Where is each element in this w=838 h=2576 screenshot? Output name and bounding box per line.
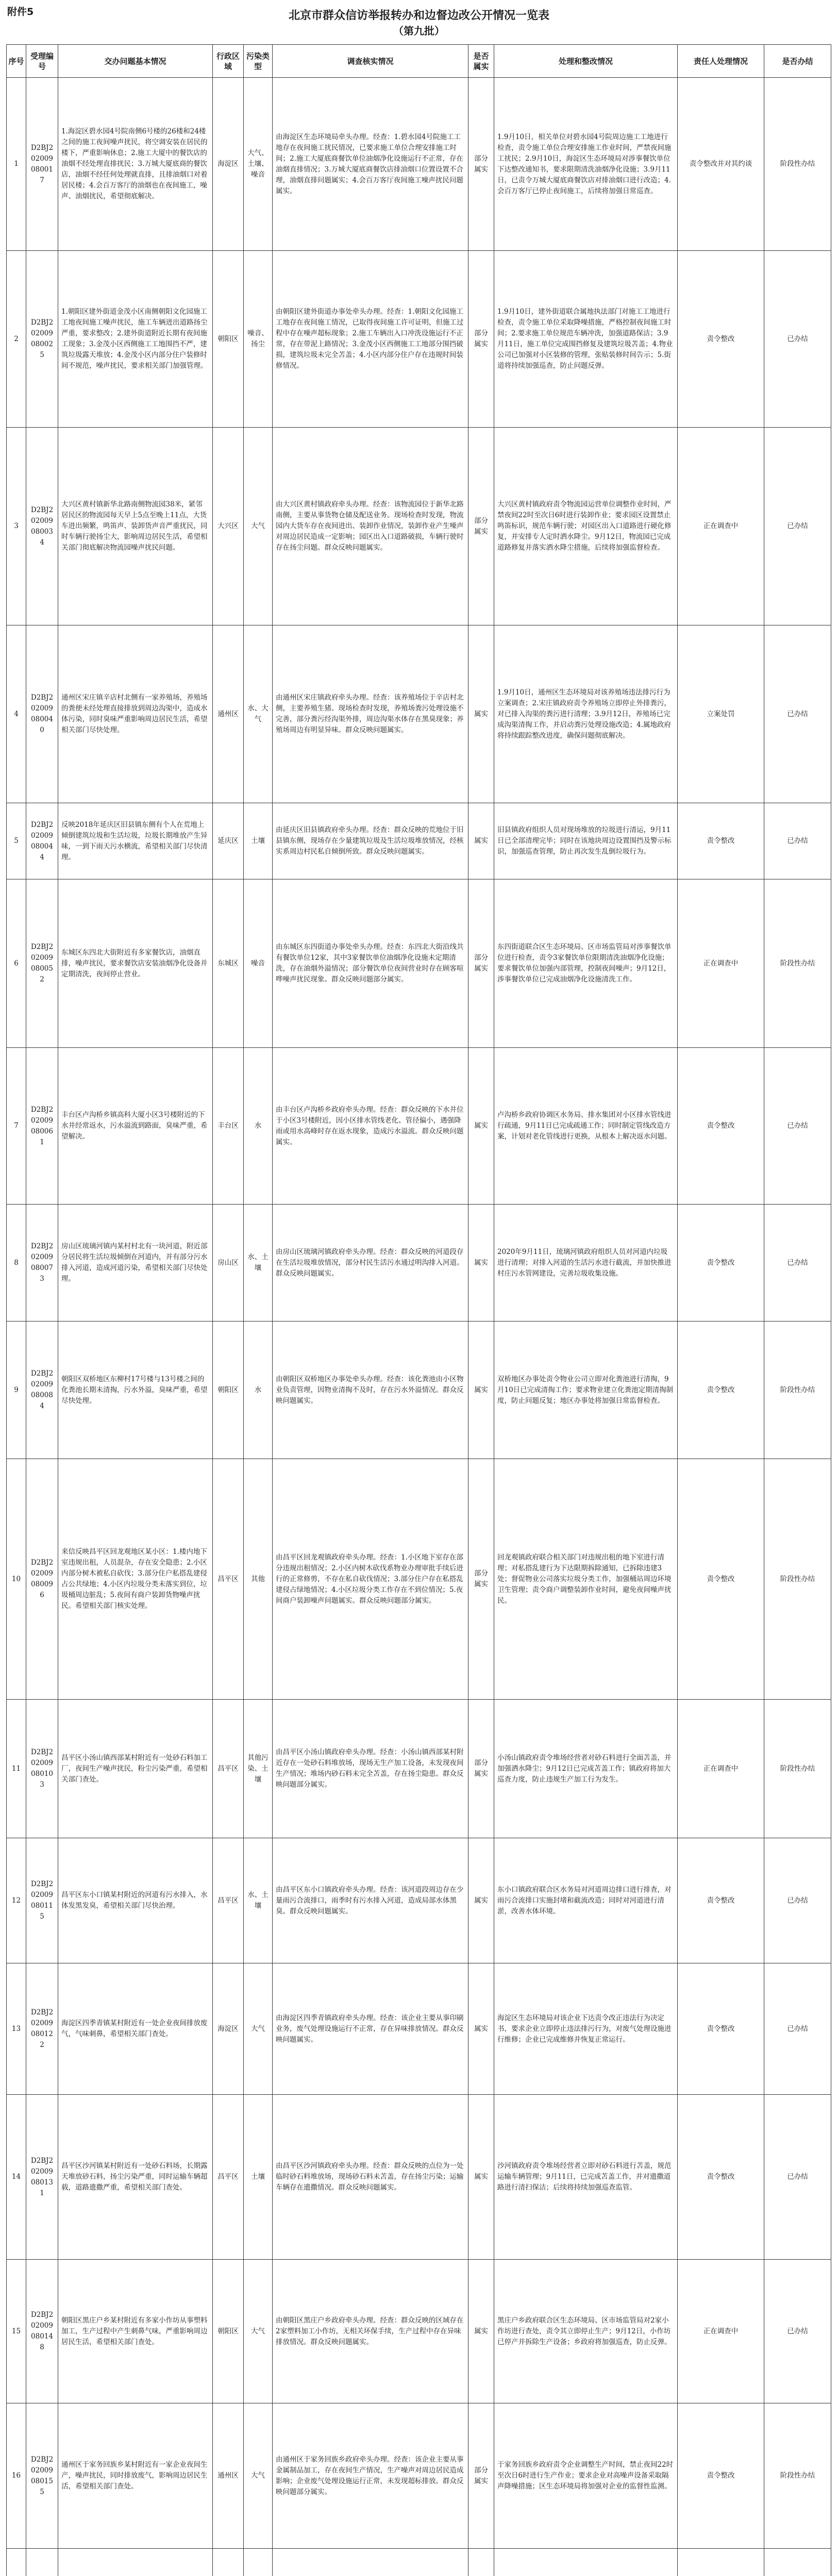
cell-rectification-action: 于家务回族乡政府责令企业调整生产时间，禁止夜间22时至次日6时进行生产作业；要求企业对高噪声设备采取隔声降噪措施；区生态环境局将加强对企业的监督性监测。 (494, 2403, 678, 2549)
cell-completion-status: 已办结 (764, 2260, 831, 2403)
cell-issue-description: 朝阳区黑庄户乡某村附近有多家小作坊从事塑料加工，生产过程中产生刺鼻气味，严重影响周边居民生活，希望相关部门查处。 (58, 2260, 213, 2403)
col-header-district: 行政区域 (213, 45, 244, 78)
cell-completion-status: 已办结 (764, 803, 831, 879)
table-row (7, 428, 831, 625)
cell-rectification-action: 回龙观镇政府联合相关部门对违规出租的地下室进行清理；对私搭乱建行为下达限期拆除通知，已拆除违建3处；督促物业公司落实垃圾分类工作，加强桶站周边环境卫生管理；责令商户调整装卸作业时间，避免夜间噪声扰民。 (494, 1459, 678, 1700)
cell-responsible-handling: 正在调查中 (678, 428, 764, 625)
cell-row-index: 11 (7, 1700, 26, 1838)
cell-rectification-action: 小汤山镇政府责令堆场经营者对砂石料进行全面苫盖，并加强洒水降尘；9月12日已完成苫盖工作；镇政府将加大巡查力度，防止违规生产加工行为发生。 (494, 1700, 678, 1838)
cell-responsible-handling: 立案处罚 (678, 625, 764, 803)
cell-district: 昌平区 (213, 1700, 244, 1838)
cell-district: 海淀区 (213, 1963, 244, 2095)
cell-responsible-handling: 责令整改 (678, 1459, 764, 1700)
cell-survey-findings: 由朝阳区建外街道办事处牵头办理。经查：1.朝阳文化园施工工地存在夜间施工情况，已取得夜间施工许可证明，但施工过程中存在噪声超标现象；2.施工车辆出入口冲洗设施运行不正常，存在带泥上路情况；3.金茂小区西侧施工工地部分围挡破损，建筑垃圾未完全苫盖；4.小区内部分住户存在违规时间装修情况。 (273, 251, 468, 428)
cell-responsible-handling: 责令整改并对其约谈 (678, 78, 764, 251)
cell-verified-status: 部分属实 (468, 251, 494, 428)
cell-rectification-action: 1.9月10日，相关单位对碧水园4号院周边施工工地进行检查，责令施工单位合理安排施工作业时间，严禁夜间施工扰民；2.9月10日，海淀区生态环境局对涉事餐饮单位下达整改通知书，要求限期清洗油烟净化设施；3.9月11日，已责令万城大厦底商餐饮店对排油烟口进行改造；4.会百万客厅已停止夜间施工，后续将加强日常巡查。 (494, 78, 678, 251)
cell-verified-status: 属实 (468, 1963, 494, 2095)
col-header-index: 序号 (7, 45, 26, 78)
cell-issue-description: 大兴区黄村镇新华北路南侧物流园38米，紧邻居民区的物流园每天早上5点至晚上11点，大货车进出频繁，鸣笛声、装卸货声音严重扰民，同时车辆行驶扬尘大，影响周边居民生活，希望相关部门彻底解决物流园噪声扰民问题。 (58, 428, 213, 625)
cell-issue-description: 通州区宋庄镇辛店村北侧有一家养殖场，养殖场的粪便未经处理直接排放到周边沟渠中，造成水体污染，同时臭味严重影响周边居民生活，希望相关部门尽快处理。 (58, 625, 213, 803)
table-header-row (7, 45, 831, 78)
col-header-pollution-type: 污染类型 (244, 45, 273, 78)
cell-rectification-action: 东四街道联合区生态环境局、区市场监管局对涉事餐饮单位进行检查，责令3家餐饮单位限期清洗油烟净化设施；要求餐饮单位加强内部管理，控制夜间噪声；9月12日，涉事餐饮单位已完成油烟净化设施清洗工作。 (494, 879, 678, 1048)
table-row (7, 1459, 831, 1700)
cell-receipt-code: D2BJ202009080103 (26, 1700, 58, 1838)
cell-pollution-type: 水、大气 (244, 625, 273, 803)
cell-district: 昌平区 (213, 2095, 244, 2260)
cell-issue-description: 反映2018年延庆区旧县镇东侧有个人在荒地上倾倒建筑垃圾和生活垃圾，垃圾长期堆放产生异味，一到下雨天污水横流，希望相关部门尽快清理。 (58, 803, 213, 879)
cell-rectification-action: 2020年9月11日，琉璃河镇政府组织人员对河道内垃圾进行清理；对排入河道的生活污水进行截流，并加快推进村庄污水管网建设，完善垃圾收集设施。 (494, 1205, 678, 1321)
cell-verified-status: 部分属实 (468, 428, 494, 625)
cell-completion-status: 已办结 (764, 1048, 831, 1205)
table-row (7, 1205, 831, 1321)
cell-receipt-code: D2BJ202009080084 (26, 1321, 58, 1459)
cell-district: 大兴区 (213, 428, 244, 625)
cell-rectification-action: 黑庄户乡政府联合区生态环境局、区市场监管局对2家小作坊进行查处，责令其立即停止生产；9月12日，小作坊已停产并拆除生产设备；乡政府将加强巡查，防止反弹。 (494, 2260, 678, 2403)
cell-pollution-type: 土壤 (244, 803, 273, 879)
cell-row-index: 10 (7, 1459, 26, 1700)
table-row (7, 803, 831, 879)
document-subtitle: （第九批） (393, 25, 445, 37)
cell-receipt-code (26, 2549, 58, 2576)
cell-row-index: 15 (7, 2260, 26, 2403)
cell-completion-status: 已办结 (764, 1963, 831, 2095)
cell-survey-findings: 由昌平区沙河镇政府牵头办理。经查：群众反映的点位为一处临时砂石料堆放场，现场砂石料未苫盖，存在扬尘污染；运输车辆存在遗撒情况。群众反映问题属实。 (273, 2095, 468, 2260)
cell-rectification-action: 旧县镇政府组织人员对现场堆放的垃圾进行清运，9月11日已全部清理完毕；同时在该地块周边设置围挡及警示标识，加强巡查管理，防止再次发生乱倒垃圾行为。 (494, 803, 678, 879)
cell-completion-status (764, 2549, 831, 2576)
cell-row-index: 1 (7, 78, 26, 251)
cell-completion-status: 阶段性办结 (764, 879, 831, 1048)
cell-completion-status: 已办结 (764, 625, 831, 803)
cell-survey-findings: 由海淀区生态环境局牵头办理。经查：1.碧水园4号院施工工地存在夜间施工扰民情况，已要求施工单位合理安排施工时间；2.施工大厦底商餐饮单位油烟净化设施运行不正常，存在油烟直排情况；3.万城大厦底商餐饮店排油烟口位置设置不合理，油烟直排问题属实；4.会百万客厅夜间施工噪声扰民问题属实。 (273, 78, 468, 251)
table-row (7, 1700, 831, 1838)
table-row (7, 1838, 831, 1963)
cell-pollution-type: 其他污染、土壤 (244, 1700, 273, 1838)
cell-completion-status: 阶段性办结 (764, 1321, 831, 1459)
cell-receipt-code: D2BJ202009080061 (26, 1048, 58, 1205)
cell-issue-description: 房山区琉璃河镇内某村村北有一块河道，附近部分居民将生活垃圾倾倒在河道内，并有部分污水排入河道，造成河道污染，希望相关部门尽快处理。 (58, 1205, 213, 1321)
cell-survey-findings: 由延庆区旧县镇政府牵头办理。经查：群众反映的荒地位于旧县镇东侧，现场存在少量建筑垃圾及生活垃圾堆放情况，经核实系周边村民私自倾倒所致。群众反映问题属实。 (273, 803, 468, 879)
cell-pollution-type: 大气 (244, 1963, 273, 2095)
cell-verified-status: 属实 (468, 2260, 494, 2403)
cell-receipt-code: D2BJ202009080017 (26, 78, 58, 251)
cell-survey-findings: 由昌平区小汤山镇政府牵头办理。经查：小汤山镇西部某村附近存在一处砂石料堆放场，现场无生产加工设备，未发现夜间生产情况；堆场内砂石料未完全苫盖，存在扬尘隐患。群众反映问题部分属实。 (273, 1700, 468, 1838)
cell-responsible-handling: 正在调查中 (678, 879, 764, 1048)
cell-rectification-action: 1.9月10日，通州区生态环境局对该养殖场违法排污行为立案调查；2.宋庄镇政府责令养殖场立即停止外排粪污，对已排入沟渠的粪污进行清理；3.9月12日，养殖场已完成沟渠清掏工作，并启动粪污处理设施改造；4.属地政府将持续跟踪整改进度，确保问题彻底解决。 (494, 625, 678, 803)
cell-district: 朝阳区 (213, 1321, 244, 1459)
col-header-code: 受理编号 (26, 45, 58, 78)
cell-rectification-action: 沙河镇政府责令堆场经营者立即对砂石料进行苫盖，规范运输车辆管理；9月11日，已完成苫盖工作，并对遗撒道路进行清扫保洁；后续将持续加强巡查监管。 (494, 2095, 678, 2260)
cell-receipt-code: D2BJ202009080148 (26, 2260, 58, 2403)
cell-responsible-handling (678, 2549, 764, 2576)
table-row (7, 625, 831, 803)
cell-verified-status: 属实 (468, 625, 494, 803)
table-row (7, 2095, 831, 2260)
cell-verified-status: 部分属实 (468, 78, 494, 251)
cell-pollution-type: 水、土壤 (244, 1838, 273, 1963)
cell-row-index: 16 (7, 2403, 26, 2549)
cell-district: 房山区 (213, 1205, 244, 1321)
cell-survey-findings: 由朝阳区黑庄户乡政府牵头办理。经查：群众反映的区域存在2家塑料加工小作坊，无相关环保手续，生产过程中存在异味排放情况。群众反映问题属实。 (273, 2260, 468, 2403)
col-header-status: 是否办结 (764, 45, 831, 78)
cell-row-index: 9 (7, 1321, 26, 1459)
cell-receipt-code: D2BJ202009080131 (26, 2095, 58, 2260)
cell-district: 通州区 (213, 2403, 244, 2549)
cell-survey-findings: 由通州区于家务回族乡政府牵头办理。经查：该企业主要从事金属制品加工，存在夜间生产情况，生产噪声对周边居民造成影响；企业废气处理设施运行正常，未发现超标排放。群众反映问题部分属实。 (273, 2403, 468, 2549)
cell-survey-findings: 由通州区宋庄镇政府牵头办理。经查：该养殖场位于辛店村北侧，主要养殖生猪。现场检查时发现，养殖场粪污处理设施不完善，部分粪污经沟渠外排，周边沟渠水体存在黑臭现象；养殖场周边有明显异味。群众反映问题属实。 (273, 625, 468, 803)
cell-survey-findings: 由昌平区回龙观镇政府牵头办理。经查：1.小区地下室存在部分违规出租情况；2.小区内树木砍伐系物业办理审批手续后进行的正常修剪，不存在私自砍伐情况；3.部分住户存在私搭乱建侵占绿地情况；4.小区垃圾分类工作存在不到位情况；5.夜间商户装卸噪声问题属实。群众反映问题部分属实。 (273, 1459, 468, 1700)
report-table (6, 44, 831, 2576)
cell-issue-description: 昌平区东小口镇某村附近的河道有污水排入，水体发黑发臭，希望相关部门尽快治理。 (58, 1838, 213, 1963)
cell-row-index: 14 (7, 2095, 26, 2260)
table-row (7, 2403, 831, 2549)
col-header-issue: 交办问题基本情况 (58, 45, 213, 78)
col-header-responsible: 责任人处理情况 (678, 45, 764, 78)
cell-verified-status: 属实 (468, 803, 494, 879)
cell-responsible-handling: 责令整改 (678, 803, 764, 879)
cell-pollution-type: 大气 (244, 2403, 273, 2549)
cell-verified-status: 部分属实 (468, 1459, 494, 1700)
cell-responsible-handling: 责令整改 (678, 1838, 764, 1963)
cell-district: 通州区 (213, 625, 244, 803)
cell-survey-findings: 由海淀区四季青镇政府牵头办理。经查：该企业主要从事印刷业务，废气处理设施运行不正常，存在异味排放情况。群众反映问题属实。 (273, 1963, 468, 2095)
cell-survey-findings (273, 2549, 468, 2576)
cell-rectification-action: 海淀区生态环境局对该企业下达责令改正违法行为决定书，要求企业立即停止违法排污行为，对废气处理设施进行维修；企业已完成维修并恢复正常运行。 (494, 1963, 678, 2095)
cell-receipt-code: D2BJ202009080122 (26, 1963, 58, 2095)
cell-pollution-type: 噪音 (244, 879, 273, 1048)
cell-pollution-type: 大气 (244, 428, 273, 625)
cell-receipt-code: D2BJ202009080155 (26, 2403, 58, 2549)
cell-responsible-handling: 责令整改 (678, 2095, 764, 2260)
cell-completion-status: 已办结 (764, 428, 831, 625)
cell-row-index: 13 (7, 1963, 26, 2095)
col-header-survey: 调查核实情况 (273, 45, 468, 78)
cell-verified-status: 属实 (468, 1205, 494, 1321)
cell-pollution-type: 其他 (244, 1459, 273, 1700)
cell-completion-status: 阶段性办结 (764, 78, 831, 251)
cell-pollution-type: 水、土壤 (244, 1205, 273, 1321)
cell-verified-status (468, 2549, 494, 2576)
cell-pollution-type (244, 2549, 273, 2576)
cell-rectification-action: 东小口镇政府联合区水务局对河道周边排口进行排查，对雨污合流排口实施封堵和截流改造；同时对河道进行清淤，改善水体环境。 (494, 1838, 678, 1963)
cell-pollution-type: 水 (244, 1321, 273, 1459)
cell-completion-status: 阶段性办结 (764, 1700, 831, 1838)
cell-receipt-code: D2BJ202009080052 (26, 879, 58, 1048)
cell-district: 海淀区 (213, 78, 244, 251)
cell-rectification-action: 大兴区黄村镇政府责令物流园运营单位调整作业时间，严禁夜间22时至次日6时进行装卸作业；要求园区设置禁止鸣笛标识，规范车辆行驶；对园区出入口道路进行硬化修复，并安排专人定时洒水降尘。9月12日，物流园已完成道路修复并落实洒水降尘措施，后续将加强监督检查。 (494, 428, 678, 625)
cell-pollution-type: 水 (244, 1048, 273, 1205)
cell-pollution-type: 土壤 (244, 2095, 273, 2260)
table-row (7, 1048, 831, 1205)
cell-survey-findings: 由丰台区卢沟桥乡政府牵头办理。经查：群众反映的下水井位于小区3号楼附近，因小区排水管线老化、管径偏小，遇强降雨或用水高峰时存在返水现象，造成污水溢流。群众反映问题属实。 (273, 1048, 468, 1205)
cell-responsible-handling: 责令整改 (678, 1205, 764, 1321)
cell-district: 朝阳区 (213, 2260, 244, 2403)
cell-row-index: 8 (7, 1205, 26, 1321)
cell-district: 朝阳区 (213, 251, 244, 428)
cell-survey-findings: 由昌平区东小口镇政府牵头办理。经查：该河道段周边存在少量雨污合流排口，雨季时有污水排入河道，造成局部水体黑臭。群众反映问题属实。 (273, 1838, 468, 1963)
cell-receipt-code: D2BJ202009080096 (26, 1459, 58, 1700)
cell-responsible-handling: 正在调查中 (678, 1700, 764, 1838)
cell-row-index: 2 (7, 251, 26, 428)
cell-survey-findings: 由大兴区黄村镇政府牵头办理。经查：该物流园位于新华北路南侧，主要从事货物仓储及配送业务。现场检查时发现，物流园内大货车存在夜间进出、装卸作业情况，装卸作业产生噪声对周边居民造成一定影响；园区出入口道路破损，车辆行驶时存在扬尘问题。群众反映问题属实。 (273, 428, 468, 625)
cell-responsible-handling: 责令整改 (678, 1963, 764, 2095)
cell-district: 东城区 (213, 879, 244, 1048)
table-row (7, 251, 831, 428)
table-row (7, 879, 831, 1048)
cell-responsible-handling: 责令整改 (678, 1048, 764, 1205)
document-title: 北京市群众信访举报转办和边督边改公开情况一览表 (288, 9, 549, 22)
cell-completion-status: 阶段性办结 (764, 1459, 831, 1700)
cell-receipt-code: D2BJ202009080044 (26, 803, 58, 879)
cell-district: 昌平区 (213, 1838, 244, 1963)
cell-completion-status: 阶段性办结 (764, 2403, 831, 2549)
document-header (6, 5, 832, 44)
cell-district: 丰台区 (213, 1048, 244, 1205)
cell-completion-status: 已办结 (764, 1838, 831, 1963)
cell-district: 延庆区 (213, 803, 244, 879)
cell-pollution-type: 大气、土壤、噪音 (244, 78, 273, 251)
col-header-action: 处理和整改情况 (494, 45, 678, 78)
cell-pollution-type: 噪音、扬尘 (244, 251, 273, 428)
attachment-label: 附件5 (7, 6, 34, 18)
cell-verified-status: 属实 (468, 1838, 494, 1963)
cell-completion-status: 已办结 (764, 2095, 831, 2260)
table-row (7, 2260, 831, 2403)
cell-receipt-code: D2BJ202009080115 (26, 1838, 58, 1963)
cell-verified-status: 属实 (468, 2095, 494, 2260)
cell-issue-description: 昌平区小汤山镇西部某村附近有一处砂石料加工厂，夜间生产噪声扰民，粉尘污染严重，希望相关部门查处。 (58, 1700, 213, 1838)
cell-issue-description: 通州区于家务回族乡某村附近有一家企业夜间生产，噪声扰民，同时排放废气，影响周边居民生活，希望相关部门查处。 (58, 2403, 213, 2549)
cell-district (213, 2549, 244, 2576)
table-row (7, 1963, 831, 2095)
cell-row-index: 6 (7, 879, 26, 1048)
cell-issue-description: 东城区东四北大街附近有多家餐饮店，油烟直排，噪声扰民，要求餐饮店安装油烟净化设备并定期清洗，夜间停止营业。 (58, 879, 213, 1048)
cell-responsible-handling: 正在调查中 (678, 2260, 764, 2403)
cell-verified-status: 部分属实 (468, 1700, 494, 1838)
cell-responsible-handling: 责令整改 (678, 2403, 764, 2549)
cell-issue-description: 丰台区卢沟桥乡镇高科大厦小区3号楼附近的下水井经常返水，污水溢流到路面，臭味严重，希望解决。 (58, 1048, 213, 1205)
cell-rectification-action: 双桥地区办事处责令物业公司立即对化粪池进行清掏，9月10日已完成清掏工作；要求物业建立化粪池定期清掏制度，防止问题反复；地区办事处将加强日常监督检查。 (494, 1321, 678, 1459)
cell-verified-status: 属实 (468, 1048, 494, 1205)
cell-receipt-code: D2BJ202009080034 (26, 428, 58, 625)
cell-verified-status: 部分属实 (468, 2403, 494, 2549)
cell-completion-status: 已办结 (764, 251, 831, 428)
table-row (7, 78, 831, 251)
cell-verified-status: 属实 (468, 1321, 494, 1459)
cell-district: 昌平区 (213, 1459, 244, 1700)
cell-rectification-action (494, 2549, 678, 2576)
cell-issue-description: 昌平区沙河镇某村附近有一处砂石料场，长期露天堆放砂石料，扬尘污染严重，同时运输车辆超载，道路遗撒严重，希望相关部门查处。 (58, 2095, 213, 2260)
cell-row-index: 3 (7, 428, 26, 625)
cell-issue-description: 1.海淀区碧水园4号院南侧6号楼的26楼和24楼之间的施工夜间噪声扰民，将空调安装在居民的楼下，严重影响休息；2.施工大厦中的餐饮店的油烟不经处理直排扰民；3.万城大厦底商的餐饮店，油烟不经任何处理就直排，且排油烟口对着居民楼；4.会百万客厅的油烟也在夜间施工，噪声、油烟扰民，希望彻底解决。 (58, 78, 213, 251)
cell-issue-description: 朝阳区双桥地区东柳村17号楼与13号楼之间的化粪池长期未清掏，污水外溢，臭味严重，希望尽快处理。 (58, 1321, 213, 1459)
cell-receipt-code: D2BJ202009080040 (26, 625, 58, 803)
cell-issue-description: 1.朝阳区建外街道金茂小区南侧朝阳文化园施工工地夜间施工噪声扰民，施工车辆进出道路扬尘严重，要求整改；2.建外街道附近长期有夜间施工现象；3.金茂小区西侧施工工地围挡不严，建筑垃圾露天堆放；4.金茂小区内部分住户装修时间不规范，噪声扰民，要求相关部门加强管理。 (58, 251, 213, 428)
cell-survey-findings: 由朝阳区双桥地区办事处牵头办理。经查：该化粪池由小区物业负责管理，因物业清掏不及时，存在污水外溢情况。群众反映问题属实。 (273, 1321, 468, 1459)
cell-receipt-code: D2BJ202009080025 (26, 251, 58, 428)
cell-survey-findings: 由东城区东四街道办事处牵头办理。经查：东四北大街沿线共有餐饮单位12家，其中3家餐饮单位油烟净化设施未定期清洗，存在油烟外溢情况；部分餐饮单位夜间营业时存在顾客喧哗噪声扰民现象。群众反映问题部分属实。 (273, 879, 468, 1048)
cell-rectification-action: 卢沟桥乡政府协调区水务局、排水集团对小区排水管线进行疏通，9月11日已完成疏通工作；同时制定管线改造方案，计划对老化管线进行更换，从根本上解决返水问题。 (494, 1048, 678, 1205)
cell-verified-status: 部分属实 (468, 879, 494, 1048)
cell-survey-findings: 由房山区琉璃河镇政府牵头办理。经查：群众反映的河道段存在生活垃圾堆放情况，部分村民生活污水通过明沟排入河道。群众反映问题属实。 (273, 1205, 468, 1321)
table-row (7, 2549, 831, 2576)
cell-issue-description: 海淀区四季青镇某村附近有一处企业夜间排放废气，气味刺鼻，希望相关部门查处。 (58, 1963, 213, 2095)
cell-completion-status: 已办结 (764, 1205, 831, 1321)
cell-row-index: 4 (7, 625, 26, 803)
cell-issue-description (58, 2549, 213, 2576)
cell-responsible-handling: 责令整改 (678, 251, 764, 428)
cell-pollution-type: 大气 (244, 2260, 273, 2403)
col-header-is-real: 是否属实 (468, 45, 494, 78)
cell-receipt-code: D2BJ202009080073 (26, 1205, 58, 1321)
cell-row-index: 5 (7, 803, 26, 879)
cell-row-index: 7 (7, 1048, 26, 1205)
table-row (7, 1321, 831, 1459)
cell-responsible-handling: 责令整改 (678, 1321, 764, 1459)
cell-rectification-action: 1.9月10日，建外街道联合属地执法部门对施工工地进行检查，责令施工单位采取降噪措施，严格控制夜间施工时间；2.要求施工单位规范车辆冲洗，加强道路保洁；3.9月11日，施工单位完成围挡修复及建筑垃圾苫盖；4.物业公司已加强对小区装修的管理，张贴装修时间告示；5.街道将持续加强巡查，防止问题反弹。 (494, 251, 678, 428)
cell-row-index: 12 (7, 1838, 26, 1963)
cell-issue-description: 来信反映昌平区回龙观地区某小区：1.楼内地下室违规出租，人员混杂，存在安全隐患；2.小区内部分树木被私自砍伐；3.部分住户私搭乱建侵占公共绿地；4.小区内垃圾分类未落实到位，垃圾桶周边脏乱；5.夜间有商户装卸货物噪声扰民。希望相关部门核实处理。 (58, 1459, 213, 1700)
cell-row-index (7, 2549, 26, 2576)
